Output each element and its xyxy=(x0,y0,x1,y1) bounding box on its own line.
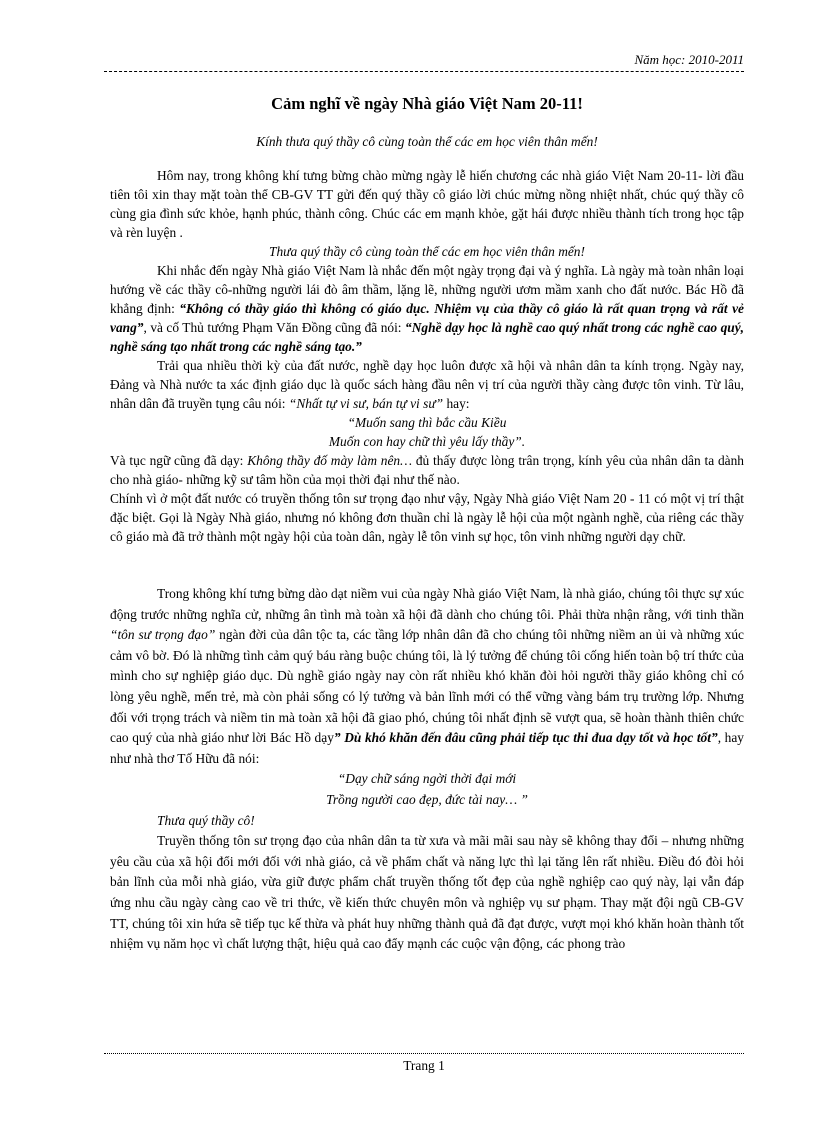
paragraph-text: Và tục ngữ cũng đã dạy: xyxy=(110,453,248,468)
header-school-year: Năm học: 2010-2011 xyxy=(634,52,744,67)
quote-pham-van-dong: “Nghề dạy học là nghề cao quý nhất trong các nghề cao quý, nghề sáng tạo nhất trong các nghề sáng tạo.” xyxy=(110,320,744,354)
poem-line: Trồng người cao đẹp, đức tài nay… ” xyxy=(326,791,528,807)
quote-uncle-ho: ” Dù khó khăn đến đâu cũng phải tiếp tục thi đua dạy tốt và học tốt” xyxy=(333,730,718,746)
quote-respect: “tôn sư trọng đạo” xyxy=(110,627,216,643)
paragraph-text: Trải qua nhiều thời kỳ của đất nước, nghề dạy học luôn được xã hội và nhân dân ta kính trọng. Ngày nay, Đảng và Nhà nước ta xác định giáo dục là quốc sách hàng đầu nên vị trí của người thầy càng được tôn vinh. Từ lâu, nhân dân đã truyền tụng câu nói: xyxy=(110,358,744,411)
closing-salutation: Thưa quý thầy cô! xyxy=(157,812,255,828)
paragraph-teachers-day xyxy=(110,261,744,356)
opening-salutation: Kính thưa quý thầy cô cùng toàn thể các em học viên thân mến! xyxy=(256,134,598,149)
paragraph-emotions xyxy=(110,584,744,769)
paragraph-text: , và cố Thủ tướng Phạm Văn Đồng cũng đã nói: xyxy=(143,320,406,335)
paragraph-gap xyxy=(110,546,744,565)
quote-proverb: “Nhất tự vi sư, bán tự vi sư” xyxy=(288,396,444,411)
poem-line: “Dạy chữ sáng ngời thời đại mới xyxy=(337,771,517,787)
spaced-section xyxy=(110,584,744,955)
poem-line: Muốn con hay chữ thì yêu lấy thầy”. xyxy=(328,434,526,449)
document-body xyxy=(110,88,744,955)
paragraph-special-day: Chính vì ở một đất nước có truyền thống tôn sư trọng đạo như vậy, Ngày Nhà giáo Việt Nam 20 - 11 có một vị trí thật đặc biệt. Gọi là Ngày Nhà giáo, nhưng nó không đơn thuần chỉ là ngày lễ hội của một ngành nghề, của riêng các thầy cô giáo mà đã trở thành một ngày hội của toàn dân, ngày lễ tôn vinh sự học, tôn vinh những người dạy chữ. xyxy=(110,491,744,544)
document-title: Cảm nghĩ về ngày Nhà giáo Việt Nam 20-11! xyxy=(271,94,583,113)
paragraph-text: hay: xyxy=(443,396,470,411)
salutation-repeat: Thưa quý thầy cô cùng toàn thể các em học viên thân mến! xyxy=(269,244,585,259)
poem-line: “Muốn sang thì bắc cầu Kiều xyxy=(347,415,507,430)
quote-saying: Không thầy đố mày làm nên… xyxy=(247,453,413,468)
paragraph-text: Khi nhắc đến ngày Nhà giáo Việt Nam là nhắc đến một ngày trọng đại và ý nghĩa. Là ngày mà toàn nhân loại hướng về các thầy cô-những người lái đò âm thầm, lặng lẽ, những người ươm mầm xanh cho đất nước. Bác Hồ đã khẳng định: xyxy=(110,263,744,316)
paragraph-saying xyxy=(110,451,744,489)
paragraph-text: đủ thấy được lòng trân trọng, kính yêu của nhân dân ta dành cho nhà giáo- những kỹ sư tâm hồn của mọi thời đại như thế nào. xyxy=(110,453,744,487)
paragraph-gap xyxy=(110,565,744,584)
paragraph-text: Trong không khí tưng bừng dào dạt niềm vui của ngày Nhà giáo Việt Nam, là nhà giáo, chúng tôi thực sự xúc động trước những nghĩa cử, những ân tình mà toàn xã hội đã dành cho chúng tôi. Phải thừa nhận rằng, với tinh thần xyxy=(110,586,744,622)
quote-ho-chi-minh: “Không có thầy giáo thì không có giáo dục. Nhiệm vụ của thầy cô giáo là rất quan trọng và rất vẻ vang” xyxy=(110,301,744,335)
page-number: Trang 1 xyxy=(403,1058,445,1073)
paragraph-tradition xyxy=(110,356,744,413)
paragraph-text: , hay như nhà thơ Tố Hữu đã nói: xyxy=(110,730,744,766)
footer-divider xyxy=(104,1053,744,1054)
header-divider xyxy=(104,71,744,72)
paragraph-text: ngàn đời của dân tộc ta, các tầng lớp nhân dân đã cho chúng tôi những niềm an ủi và những xúc cảm vô bờ. Đó là những tình cảm quý báu ràng buộc chúng tôi, là lý tưởng để chúng tôi cống hiến toàn bộ trí thức của mình cho sự nghiệp giáo dục. Dù nghề giáo ngày nay còn rất nhiều khó khăn đòi hỏi người thầy giáo không chỉ có lòng yêu nghề, mến trẻ, mà còn phải sống có lý tưởng và bản lĩnh mới có thể vững vàng bám trụ trường lớp. Nhưng đối với trọng trách và niềm tin mà toàn xã hội đã giao phó, chúng tôi nhất định sẽ vượt qua, sẽ hoàn thành thiên chức cao quý của nhà giáo như lời Bác Hồ dạy xyxy=(110,627,744,746)
paragraph-commitment: Truyền thống tôn sư trọng đạo của nhân dân ta từ xưa và mãi mãi sau này sẽ không thay đổi – nhưng những yêu cầu của xã hội đổi mới đối với nhà giáo, cả về phẩm chất và năng lực thì lại tăng lên rất nhiều. Điều đó đòi hỏi bản lĩnh của mỗi nhà giáo, vừa giữ được phẩm chất truyền thống tốt đẹp của nghề nghiệp cao quý này, lại vẫn đáp ứng nhu cầu ngày càng cao về tri thức, về kiến thức chuyên môn và nghiệp vụ sư phạm. Thay mặt đội ngũ CB-GV TT, chúng tôi xin hứa sẽ tiếp tục kế thừa và phát huy những thành quả đã đạt được, vượt mọi khó khăn hoàn thành tốt nhiệm vụ năm học vì chất lượng thật, hiệu quả cao đẩy mạnh các cuộc vận động, các phong trào xyxy=(110,833,744,952)
paragraph-greeting: Hôm nay, trong không khí tưng bừng chào mừng ngày lễ hiến chương các nhà giáo Việt Nam 20-11- lời đầu tiên tôi xin thay mặt toàn thể CB-GV TT gửi đến quý thầy cô giáo lời chúc mừng nồng nhiệt nhất, chúc quý thầy cô cùng gia đình sức khỏe, hạnh phúc, thành công. Chúc các em mạnh khỏe, gặt hái được nhiều thành tích trong học tập và rèn luyện . xyxy=(110,168,744,240)
